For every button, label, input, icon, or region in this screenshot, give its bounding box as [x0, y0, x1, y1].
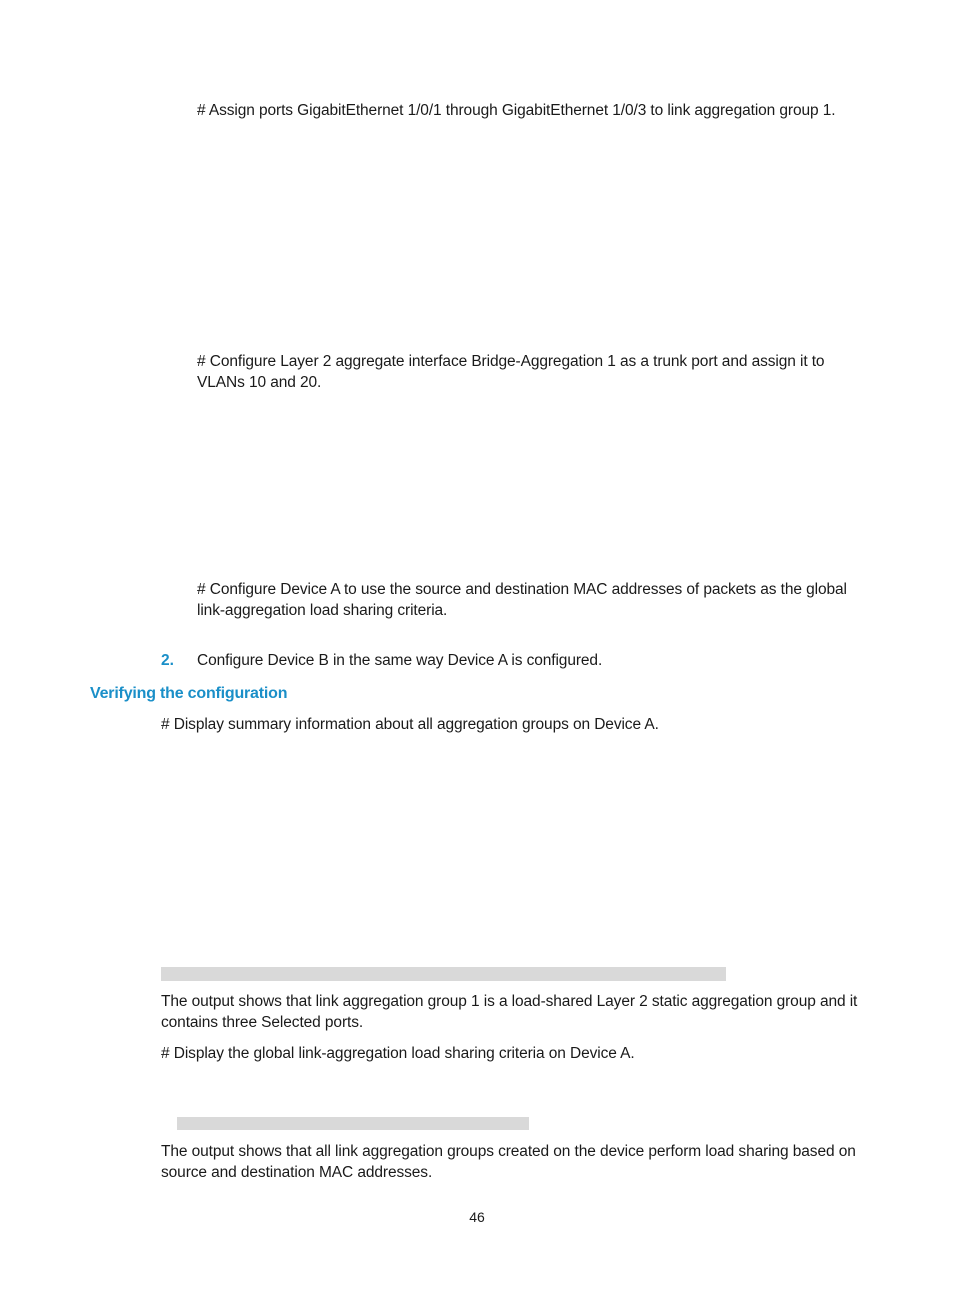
code-block-shading	[177, 1117, 529, 1130]
display-criteria-paragraph: # Display the global link-aggregation load sharing criteria on Device A.	[161, 1045, 635, 1062]
assign-ports-paragraph: # Assign ports GigabitEthernet 1/0/1 through GigabitEthernet 1/0/3 to link aggregation group 1.	[197, 102, 836, 119]
step-number: 2.	[161, 652, 174, 669]
code-block-shading	[161, 967, 726, 981]
page-number: 46	[469, 1209, 485, 1225]
configure-trunk-paragraph: # Configure Layer 2 aggregate interface Bridge-Aggregation 1 as a trunk port and assign it to VLANs 10 and 20.	[197, 353, 825, 391]
configure-criteria-paragraph: # Configure Device A to use the source and destination MAC addresses of packets as the global link-aggregation load sharing criteria.	[197, 581, 847, 619]
step-text: Configure Device B in the same way Device A is configured.	[197, 652, 603, 669]
display-summary-paragraph: # Display summary information about all aggregation groups on Device A.	[161, 716, 659, 733]
output-summary-paragraph: The output shows that link aggregation group 1 is a load-shared Layer 2 static aggregation group and it contains three Selected ports.	[161, 993, 858, 1031]
output-criteria-paragraph: The output shows that all link aggregation groups created on the device perform load sharing based on source and destination MAC addresses.	[161, 1143, 856, 1181]
section-heading: Verifying the configuration	[90, 685, 288, 702]
